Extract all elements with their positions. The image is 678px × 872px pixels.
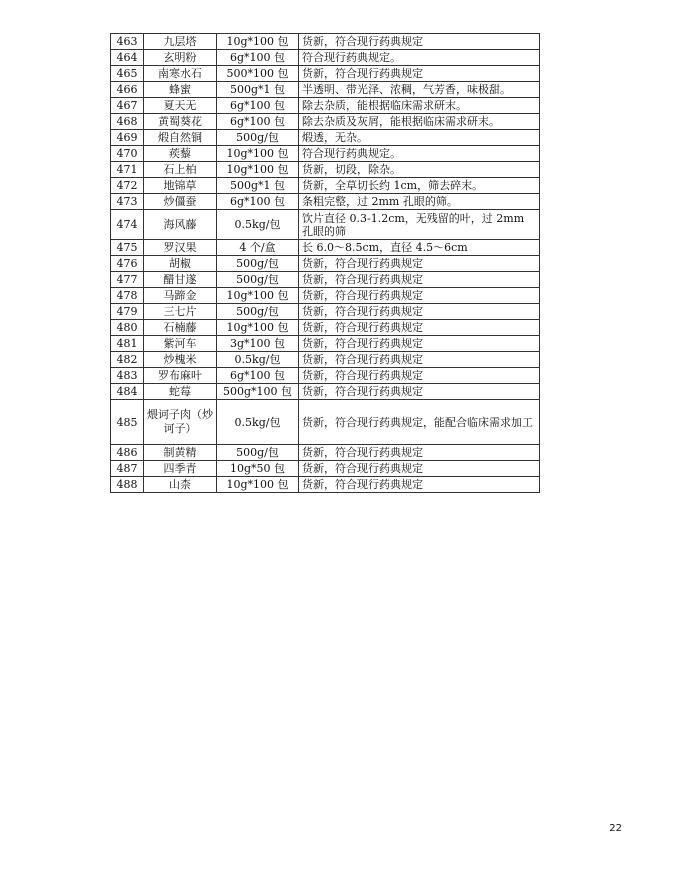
package-spec: 500g*1 包 xyxy=(217,82,299,98)
row-number: 485 xyxy=(111,400,144,445)
quality-requirement: 货新，符合现行药典规定 xyxy=(299,66,540,82)
package-spec: 500g/包 xyxy=(217,304,299,320)
herb-name: 石楠藤 xyxy=(144,320,217,336)
quality-requirement: 除去杂质，能根据临床需求研末。 xyxy=(299,98,540,114)
quality-requirement: 货新，符合现行药典规定 xyxy=(299,272,540,288)
herb-name: 炒槐米 xyxy=(144,352,217,368)
row-number: 482 xyxy=(111,352,144,368)
row-number: 481 xyxy=(111,336,144,352)
row-number: 473 xyxy=(111,194,144,210)
package-spec: 500*100 包 xyxy=(217,66,299,82)
row-number: 472 xyxy=(111,178,144,194)
quality-requirement: 货新，符合现行药典规定 xyxy=(299,368,540,384)
package-spec: 10g*100 包 xyxy=(217,146,299,162)
table-row xyxy=(111,178,540,194)
herb-name: 夏天无 xyxy=(144,98,217,114)
package-spec: 500g*100 包 xyxy=(217,384,299,400)
quality-requirement: 货新，全草切长约 1cm，筛去碎末。 xyxy=(299,178,540,194)
quality-requirement: 货新，符合现行药典规定，能配合临床需求加工 xyxy=(299,400,540,445)
page-number: 22 xyxy=(609,823,622,834)
quality-requirement: 货新，切段，除杂。 xyxy=(299,162,540,178)
table-row xyxy=(111,194,540,210)
package-spec: 10g*100 包 xyxy=(217,162,299,178)
herb-name: 九层塔 xyxy=(144,34,217,50)
table-row xyxy=(111,477,540,493)
herb-name: 石上柏 xyxy=(144,162,217,178)
quality-requirement: 货新，符合现行药典规定 xyxy=(299,445,540,461)
package-spec: 500g/包 xyxy=(217,130,299,146)
row-number: 488 xyxy=(111,477,144,493)
package-spec: 500g/包 xyxy=(217,256,299,272)
package-spec: 6g*100 包 xyxy=(217,98,299,114)
package-spec: 500g*1 包 xyxy=(217,178,299,194)
package-spec: 0.5kg/包 xyxy=(217,210,299,240)
herb-name: 罗汉果 xyxy=(144,240,217,256)
package-spec: 10g*50 包 xyxy=(217,461,299,477)
herb-name: 紫河车 xyxy=(144,336,217,352)
herb-name: 马蹄金 xyxy=(144,288,217,304)
package-spec: 500g/包 xyxy=(217,445,299,461)
row-number: 464 xyxy=(111,50,144,66)
table-row xyxy=(111,34,540,50)
table-row xyxy=(111,82,540,98)
package-spec: 10g*100 包 xyxy=(217,477,299,493)
row-number: 487 xyxy=(111,461,144,477)
quality-requirement: 长 6.0～8.5cm，直径 4.5～6cm xyxy=(299,240,540,256)
quality-requirement: 饮片直径 0.3-1.2cm，无残留的叶，过 2mm 孔眼的筛 xyxy=(299,210,540,240)
quality-requirement: 货新，符合现行药典规定 xyxy=(299,304,540,320)
row-number: 467 xyxy=(111,98,144,114)
herb-name: 山柰 xyxy=(144,477,217,493)
row-number: 483 xyxy=(111,368,144,384)
table-row xyxy=(111,210,540,240)
row-number: 476 xyxy=(111,256,144,272)
package-spec: 4 个/盒 xyxy=(217,240,299,256)
herb-name: 南寒水石 xyxy=(144,66,217,82)
quality-requirement: 条粗完整，过 2mm 孔眼的筛。 xyxy=(299,194,540,210)
table-row xyxy=(111,400,540,445)
table-row xyxy=(111,461,540,477)
herb-name: 蛇莓 xyxy=(144,384,217,400)
table-row xyxy=(111,368,540,384)
row-number: 478 xyxy=(111,288,144,304)
table-row xyxy=(111,240,540,256)
herb-name: 罗布麻叶 xyxy=(144,368,217,384)
herb-name: 蒺藜 xyxy=(144,146,217,162)
table-row xyxy=(111,162,540,178)
package-spec: 6g*100 包 xyxy=(217,114,299,130)
package-spec: 6g*100 包 xyxy=(217,50,299,66)
package-spec: 10g*100 包 xyxy=(217,320,299,336)
table-row xyxy=(111,66,540,82)
quality-requirement: 煅透，无杂。 xyxy=(299,130,540,146)
herb-name: 醋甘遂 xyxy=(144,272,217,288)
quality-requirement: 符合现行药典规定。 xyxy=(299,50,540,66)
quality-requirement: 货新，符合现行药典规定 xyxy=(299,336,540,352)
package-spec: 500g/包 xyxy=(217,272,299,288)
quality-requirement: 除去杂质及灰屑，能根据临床需求研末。 xyxy=(299,114,540,130)
package-spec: 10g*100 包 xyxy=(217,34,299,50)
table-row xyxy=(111,320,540,336)
package-spec: 6g*100 包 xyxy=(217,194,299,210)
quality-requirement: 货新，符合现行药典规定 xyxy=(299,288,540,304)
table-row xyxy=(111,445,540,461)
row-number: 471 xyxy=(111,162,144,178)
row-number: 484 xyxy=(111,384,144,400)
table-row xyxy=(111,336,540,352)
quality-requirement: 货新，符合现行药典规定 xyxy=(299,461,540,477)
herb-name: 地锦草 xyxy=(144,178,217,194)
row-number: 469 xyxy=(111,130,144,146)
herb-name: 玄明粉 xyxy=(144,50,217,66)
package-spec: 10g*100 包 xyxy=(217,288,299,304)
quality-requirement: 货新，符合现行药典规定 xyxy=(299,352,540,368)
quality-requirement: 货新，符合现行药典规定 xyxy=(299,34,540,50)
table-row xyxy=(111,304,540,320)
row-number: 468 xyxy=(111,114,144,130)
quality-requirement: 货新，符合现行药典规定 xyxy=(299,320,540,336)
table-row xyxy=(111,272,540,288)
table-body xyxy=(111,34,540,493)
row-number: 470 xyxy=(111,146,144,162)
table-row xyxy=(111,50,540,66)
table-row xyxy=(111,384,540,400)
table-row xyxy=(111,256,540,272)
herb-name: 煅自然铜 xyxy=(144,130,217,146)
herb-name: 胡椒 xyxy=(144,256,217,272)
package-spec: 0.5kg/包 xyxy=(217,400,299,445)
herb-name: 三七片 xyxy=(144,304,217,320)
row-number: 479 xyxy=(111,304,144,320)
row-number: 466 xyxy=(111,82,144,98)
package-spec: 3g*100 包 xyxy=(217,336,299,352)
herb-name: 黄蜀葵花 xyxy=(144,114,217,130)
row-number: 465 xyxy=(111,66,144,82)
table-row xyxy=(111,130,540,146)
herb-name: 蜂蜜 xyxy=(144,82,217,98)
quality-requirement: 符合现行药典规定。 xyxy=(299,146,540,162)
row-number: 474 xyxy=(111,210,144,240)
table-row xyxy=(111,352,540,368)
row-number: 477 xyxy=(111,272,144,288)
package-spec: 6g*100 包 xyxy=(217,368,299,384)
row-number: 486 xyxy=(111,445,144,461)
table-row xyxy=(111,146,540,162)
row-number: 480 xyxy=(111,320,144,336)
table-row xyxy=(111,288,540,304)
herb-name: 海风藤 xyxy=(144,210,217,240)
table-row xyxy=(111,98,540,114)
herb-spec-table xyxy=(110,33,540,493)
herb-name: 四季青 xyxy=(144,461,217,477)
quality-requirement: 货新，符合现行药典规定 xyxy=(299,256,540,272)
quality-requirement: 货新，符合现行药典规定 xyxy=(299,477,540,493)
herb-name: 制黄精 xyxy=(144,445,217,461)
quality-requirement: 半透明、带光泽、浓稠，气芳香，味极甜。 xyxy=(299,82,540,98)
row-number: 475 xyxy=(111,240,144,256)
herb-name: 炒僵蚕 xyxy=(144,194,217,210)
table-row xyxy=(111,114,540,130)
herb-name: 煨诃子肉（炒诃子） xyxy=(144,400,217,445)
quality-requirement: 货新，符合现行药典规定 xyxy=(299,384,540,400)
package-spec: 0.5kg/包 xyxy=(217,352,299,368)
row-number: 463 xyxy=(111,34,144,50)
